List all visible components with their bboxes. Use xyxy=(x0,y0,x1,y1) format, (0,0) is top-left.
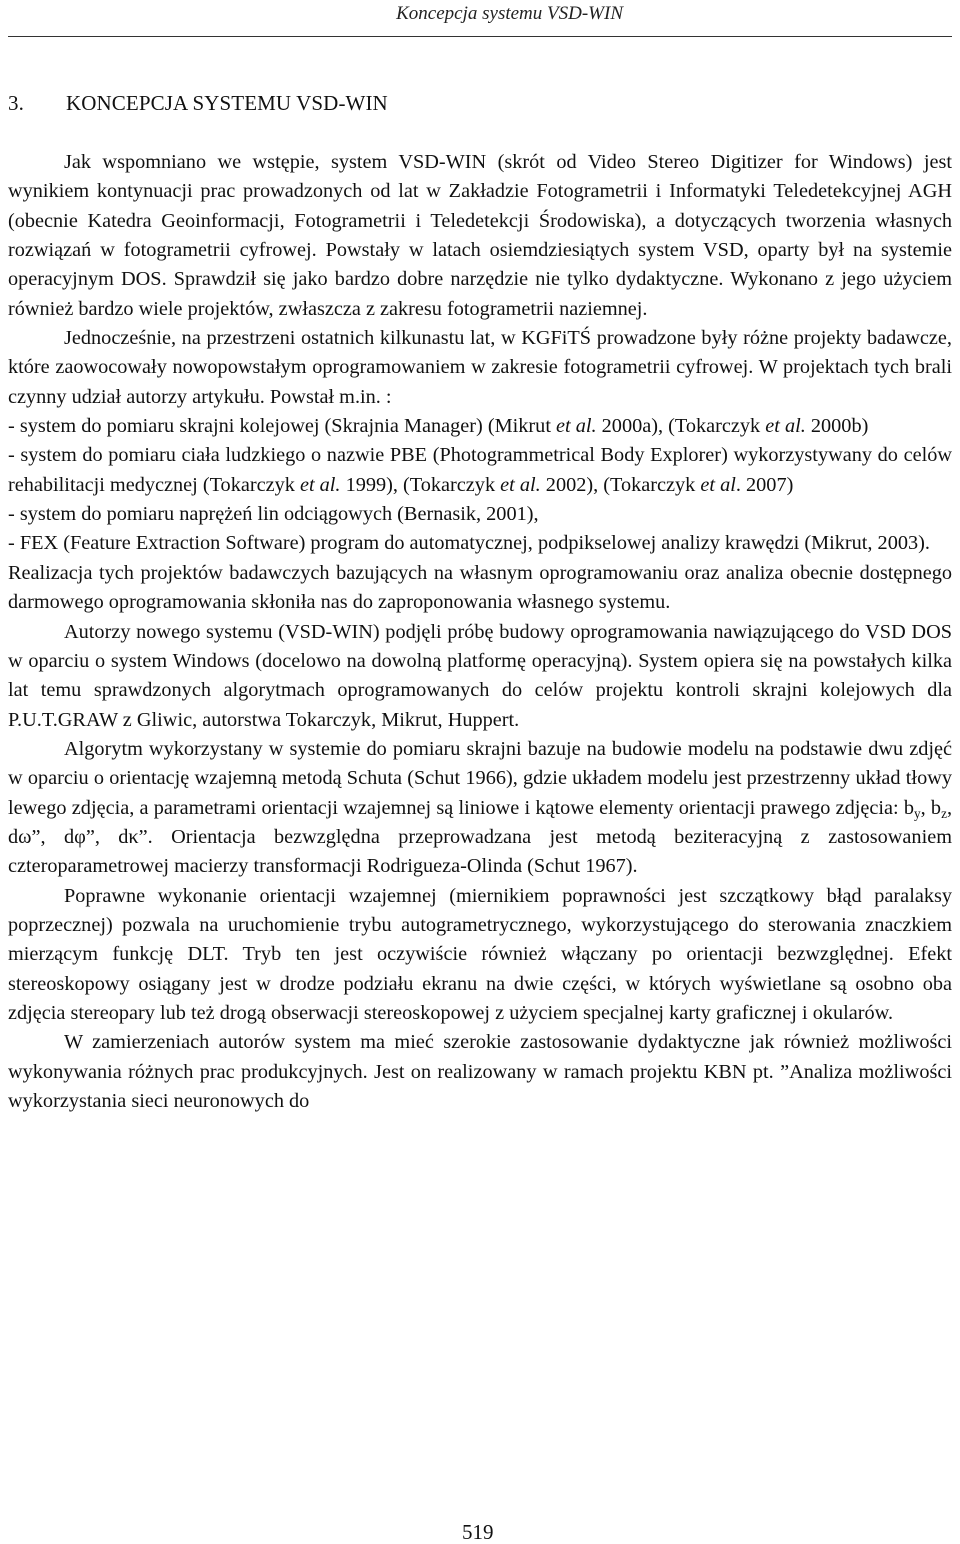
paragraph-autorzy: Autorzy nowego systemu (VSD-WIN) podjęli próbę budowy oprogramowania nawiązującego do VSD DOS w oparciu o system Windows (docelowo na dowolną platformę operacyjną). System opiera się na powstałych kilka lat temu sprawdzonych algorytmach oprogramowanych do celów projektu kontroli skrajni kolejowych dla P.U.T.GRAW z Gliwic, autorstwa Tokarczyk, Mikrut, Huppert. xyxy=(8,620,952,731)
paragraph-realizacja: Realizacja tych projektów badawczych bazujących na własnym oprogramowaniu oraz analiza obecnie dostępnego darmowego oprogramowania skłoniła nas do zaproponowania własnego systemu. xyxy=(8,561,952,614)
header-rule xyxy=(8,36,952,37)
section-title: KONCEPCJA SYSTEMU VSD-WIN xyxy=(66,91,388,115)
list-item-lin: - system do pomiaru naprężeń lin odciągowych (Bernasik, 2001), xyxy=(8,503,539,526)
paragraph-algorytm: Algorytm wykorzystany w systemie do pomiaru skrajni bazuje na budowie modelu na podstawie dwu zdjęć w oparciu o orientację wzajemną metodą Schuta (Schut 1966), gdzie układem modelu jest przestrzenny układ tłowy lewego zdjęcia, a parametrami orientacji wzajemnej są liniowe i kątowe elementy orientacji prawego zdjęcia: $b_y$, $b_z$, dω”, dφ”, dκ”. Orientacja bezwzględna przeprowadzana jest metodą beziteracyjną z zastosowaniem czteroparametrowej macierzy transformacji Rodrigueza-Olinda (Schut 1967). xyxy=(8,737,953,878)
section-heading xyxy=(8,90,388,116)
list-item-fex: - FEX (Feature Extraction Software) program do automatycznej, podpikselowej analizy krawędzi (Mikrut, 2003). xyxy=(8,532,930,555)
list-item-skrajnia: - system do pomiaru skrajni kolejowej (Skrajnia Manager) (Mikrut et al. 2000a), (Tokarczyk et al. 2000b) xyxy=(8,415,869,438)
paragraph-projects: Jednocześnie, na przestrzeni ostatnich kilkunastu lat, w KGFiTŚ prowadzone były różne projekty badawcze, które zaowocowały nowopowstałym oprogramowaniem w zakresie fotogrametrii cyfrowej. W projektach tych brali czynny udział autorzy artykułu. Powstał m.in. : xyxy=(8,327,952,408)
running-header: Koncepcja systemu VSD-WIN xyxy=(396,3,623,24)
paragraph-intro: Jak wspomniano we wstępie, system VSD-WIN (skrót od Video Stereo Digitizer for Windows) jest wynikiem kontynuacji prac prowadzonych od lat w Zakładzie Fotogrametrii i Informatyki Teledetekcyjnej AGH (obecnie Katedra Geoinformacji, Fotogrametrii i Teledetekcji Środowiska), a dotyczących tworzenia własnych rozwiązań w fotogrametrii cyfrowej. Powstały w latach osiemdziesiątych system VSD, oparty był na systemie operacyjnym DOS. Sprawdził się jako bardzo dobre narzędzie nie tylko dydaktyczne. Wykonano z jego użyciem również bardzo wiele projektów, zwłaszcza z zakresu fotogrametrii naziemnej. xyxy=(8,151,952,320)
paragraph-zamierzenia: W zamierzeniach autorów system ma mieć szerokie zastosowanie dydaktyczne jak również możliwości wykonywania różnych prac produkcyjnych. Jest on realizowany w ramach projektu KBN pt. ”Analiza możliwości wykorzystania sieci neuronowych do xyxy=(8,1031,952,1112)
list-item-pbe: - system do pomiaru ciała ludzkiego o nazwie PBE (Photogrammetrical Body Explorer) wykorzystywany do celów rehabilitacji medycznej (Tokarczyk et al. 1999), (Tokarczyk et al. 2002), (Tokarczyk et al. 2007) xyxy=(8,444,952,496)
body-text xyxy=(8,148,952,1116)
paragraph-orientacja: Poprawne wykonanie orientacji wzajemnej (miernikiem poprawności jest szczątkowy błąd paralaksy poprzecznej) pozwala na uruchomienie trybu autogrametrycznego, wykorzystującego do sterowania znaczkiem mierzącym funkcję DLT. Tryb ten jest oczywiście również włączany po orientacji bezwzględnej. Efekt stereoskopowy osiągany jest w drodze podziału ekranu na dwie części, w których wyświetlane są osobno oba zdjęcia stereopary lub też drogą obserwacji stereoskopowej z użyciem specjalnej karty graficznej i okularów. xyxy=(8,884,952,1024)
section-number: 3. xyxy=(8,91,24,115)
page-number: 519 xyxy=(462,1520,494,1544)
